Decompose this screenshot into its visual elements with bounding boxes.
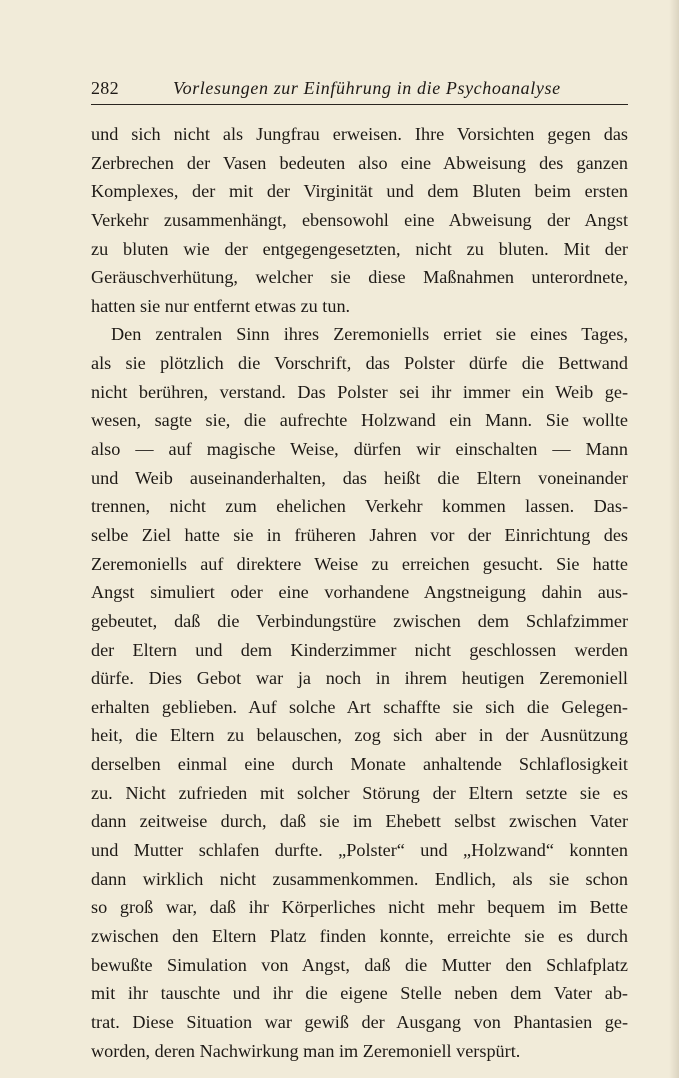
body-text bbox=[91, 120, 628, 1065]
running-header bbox=[91, 78, 628, 105]
text-line: und Mutter schlafen durfte. „Polster“ und „Holzwand“ konnten bbox=[91, 840, 628, 861]
page-number: 282 bbox=[91, 78, 119, 98]
text-line: dann wirklich nicht zusammenkommen. Endlich, als sie schon bbox=[91, 868, 628, 889]
text-line: nicht berühren, verstand. Das Polster sei ihr immer ein Weib ge- bbox=[91, 381, 628, 402]
text-line: wesen, sagte sie, die aufrechte Holzwand ein Mann. Sie wollte bbox=[91, 410, 628, 431]
text-line: Geräuschverhütung, welcher sie diese Maßnahmen unterordnete, bbox=[91, 267, 628, 288]
text-line: als sie plötzlich die Vorschrift, das Polster dürfe die Bettwand bbox=[91, 353, 628, 374]
text-line: dürfe. Dies Gebot war ja noch in ihrem heutigen Zeremoniell bbox=[91, 668, 628, 689]
text-line: und Weib auseinanderhalten, das heißt die Eltern voneinander bbox=[91, 467, 628, 488]
text-line: zu. Nicht zufrieden mit solcher Störung der Eltern setzte sie es bbox=[91, 782, 628, 803]
text-line: Zeremoniells auf direktere Weise zu erreichen gesucht. Sie hatte bbox=[91, 553, 628, 574]
text-line: hatten sie nur entfernt etwas zu tun. bbox=[91, 295, 351, 316]
text-line: der Eltern und dem Kinderzimmer nicht geschlossen werden bbox=[91, 639, 628, 660]
text-line: Angst simuliert oder eine vorhandene Angstneigung dahin aus- bbox=[91, 582, 628, 603]
text-line: zwischen den Eltern Platz finden konnte, erreichte sie es durch bbox=[91, 925, 628, 946]
page-edge-shadow bbox=[669, 0, 679, 1078]
text-line: und sich nicht als Jungfrau erweisen. Ihre Vorsichten gegen das bbox=[91, 124, 628, 144]
text-line: selbe Ziel hatte sie in früheren Jahren vor der Einrichtung des bbox=[91, 524, 628, 545]
text-line: Zerbrechen der Vasen bedeuten also eine Abweisung des ganzen bbox=[91, 152, 628, 173]
text-line: Komplexes, der mit der Virginität und dem Bluten beim ersten bbox=[91, 181, 628, 202]
text-line: zu bluten wie der entgegengesetzten, nicht zu bluten. Mit der bbox=[91, 238, 628, 259]
text-line: erhalten geblieben. Auf solche Art schaffte sie sich die Gelegen- bbox=[91, 696, 628, 717]
text-line: mit ihr tauschte und ihr die eigene Stelle neben dem Vater ab- bbox=[91, 983, 628, 1004]
running-title: Vorlesungen zur Einführung in die Psychoanalyse bbox=[173, 78, 561, 98]
paragraph-1 bbox=[91, 120, 628, 320]
text-line: Den zentralen Sinn ihres Zeremoniells erriet sie eines Tages, bbox=[111, 324, 628, 345]
text-line: gebeutet, daß die Verbindungstüre zwischen dem Schlafzimmer bbox=[91, 610, 628, 631]
text-line: trennen, nicht zum ehelichen Verkehr kommen lassen. Das- bbox=[91, 496, 628, 517]
text-line: so groß war, daß ihr Körperliches nicht mehr bequem im Bette bbox=[91, 897, 628, 918]
text-line: trat. Diese Situation war gewiß der Ausgang von Phantasien ge- bbox=[91, 1011, 628, 1032]
text-line: derselben einmal eine durch Monate anhaltende Schlaflosigkeit bbox=[91, 754, 628, 775]
text-line: heit, die Eltern zu belauschen, zog sich aber in der Ausnützung bbox=[91, 725, 628, 746]
text-line: Verkehr zusammenhängt, ebensowohl eine Abweisung der Angst bbox=[91, 209, 628, 230]
text-line: worden, deren Nachwirkung man im Zeremoniell verspürt. bbox=[91, 1040, 521, 1061]
paragraph-2 bbox=[91, 320, 628, 1065]
text-line: dann zeitweise durch, daß sie im Ehebett selbst zwischen Vater bbox=[91, 811, 628, 832]
text-line: bewußte Simulation von Angst, daß die Mutter den Schlafplatz bbox=[91, 954, 628, 975]
text-line: also — auf magische Weise, dürfen wir einschalten — Mann bbox=[91, 439, 628, 460]
